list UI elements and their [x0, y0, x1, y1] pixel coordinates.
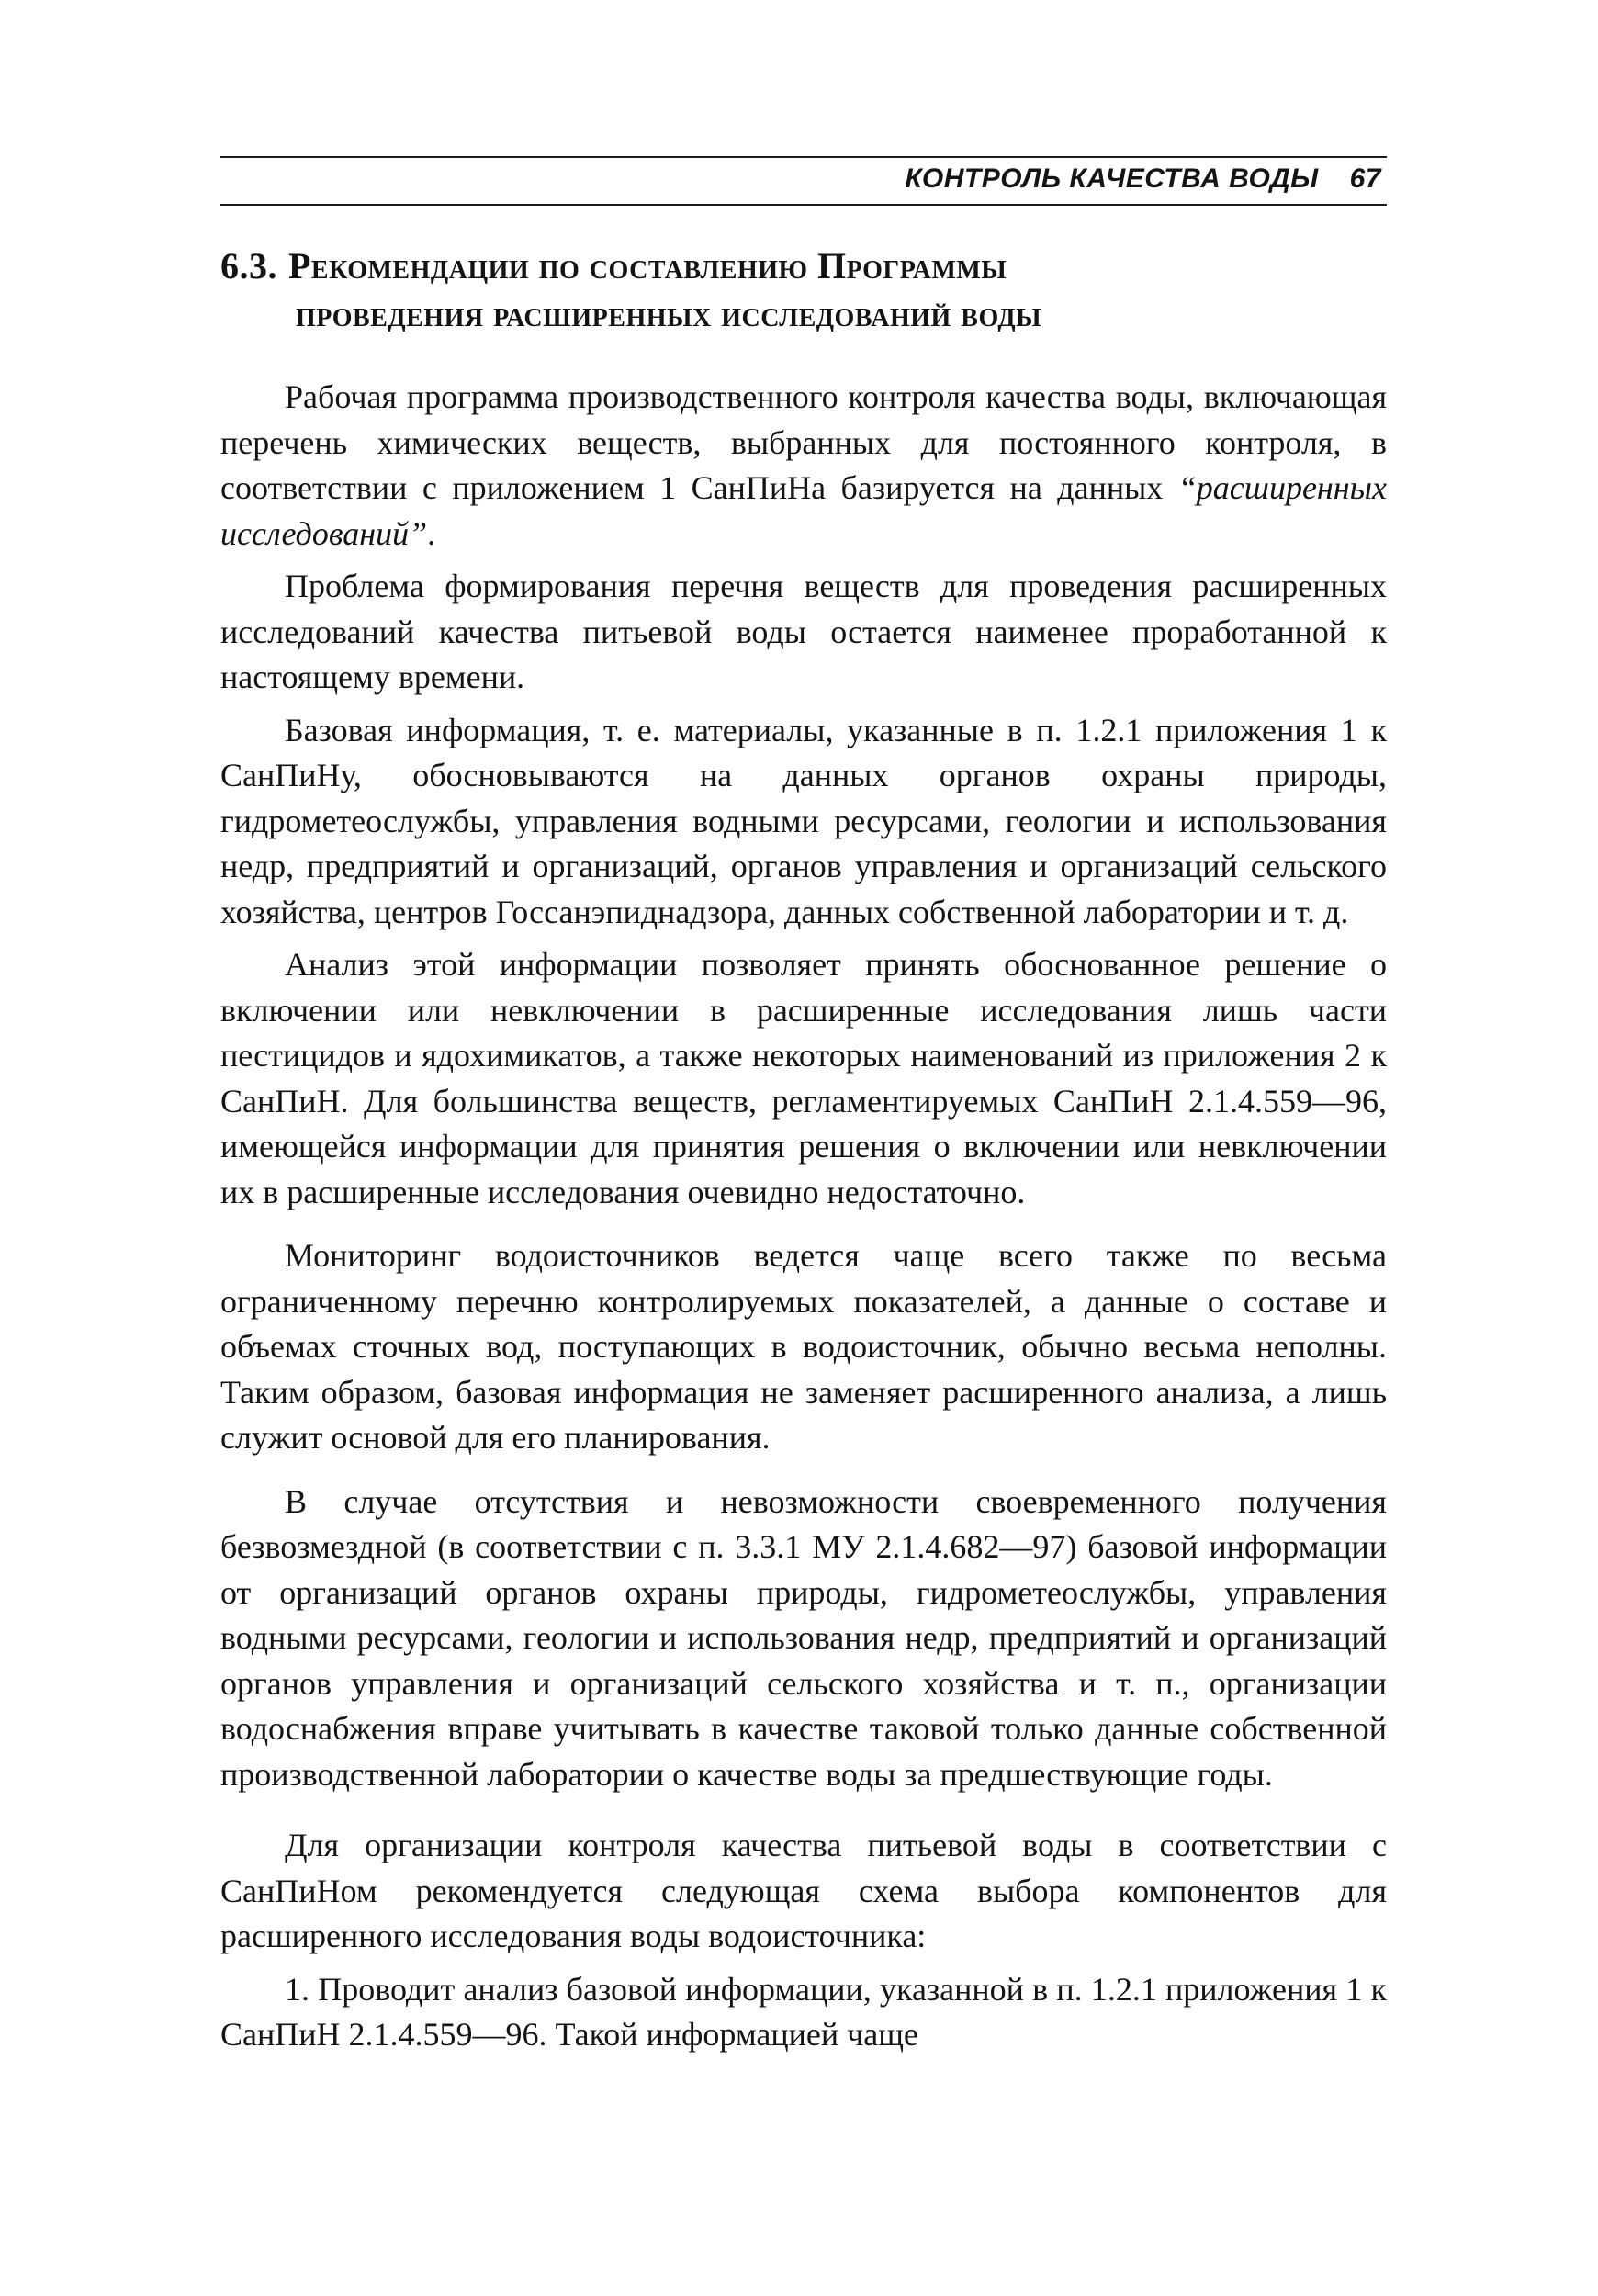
running-header	[220, 158, 1387, 204]
document-page	[220, 156, 1387, 2058]
section-title-line-2: проведения расширенных исследований воды	[296, 293, 1042, 334]
paragraph-5: Мониторинг водоисточников ведется чаще всего также по весьма ограниченному перечню контролируемых показателей, а данные о составе и объемах сточных вод, поступающих в водоисточник, обычно весьма неполны. Таким образом, базовая информация не заменяет расширенного анализа, а лишь служит основой для его планирования.	[220, 1237, 1387, 1456]
paragraph-1-quote: “расширенных исследований”	[220, 469, 1387, 552]
paragraph-6: В случае отсутствия и невозможности своевременного получения безвозмездной (в соответствии с п. 3.3.1 МУ 2.1.4.682—97) базовой информации от организаций органов охраны природы, гидрометеослужбы, управления водными ресурсами, геологии и использования недр, предприятий и организаций органов управления и организаций сельского хозяйства и т. п., организации водоснабжения вправе учитывать в качестве таковой только данные собственной производственной лаборатории о качестве воды за предшествующие годы.	[220, 1482, 1387, 1793]
paragraph-3: Базовая информация, т. е. материалы, указанные в п. 1.2.1 приложения 1 к СанПиНу, обосновываются на данных органов охраны природы, гидрометеослужбы, управления водными ресурсами, геологии и использования недр, предприятий и организаций, органов управления и организаций сельского хозяйства, центров Госсанэпиднадзора, данных собственной лаборатории и т. д.	[220, 711, 1387, 930]
paragraph-1-end: .	[427, 514, 436, 552]
section-title-text-1: Рекомендации по составлению Программы	[288, 245, 1007, 287]
paragraph-1	[220, 375, 1387, 557]
paragraph-1-text: Рабочая программа производственного контроля качества воды, включающая перечень химических веществ, выбранных для постоянного контроля, в соответствии с приложением 1 СанПиНа базируется на данных	[220, 378, 1387, 506]
page-number: 67	[1349, 163, 1381, 194]
section-number: 6.3.	[220, 245, 277, 287]
paragraph-2: Проблема формирования перечня веществ для проведения расширенных исследований качества питьевой воды остается наименее проработанной к настоящему времени.	[220, 568, 1387, 695]
header-rule	[220, 204, 1387, 206]
section-title	[220, 242, 1387, 338]
paragraph-7: Для организации контроля качества питьевой воды в соответствии с СанПиНом рекомендуется следующая схема выбора компонентов для расширенного исследования воды водоисточника:	[220, 1827, 1387, 1954]
paragraph-8: 1. Проводит анализ базовой информации, указанной в п. 1.2.1 приложения 1 к СанПиН 2.1.4.559—96. Такой информацией чаще	[220, 1970, 1387, 2053]
body-text	[220, 375, 1387, 2058]
section-title-line-1	[220, 242, 1387, 290]
paragraph-4: Анализ этой информации позволяет принять обоснованное решение о включении или невключении в расширенные исследования лишь части пестицидов и ядохимикатов, а также некоторых наименований из приложения 2 к СанПиН. Для большинства веществ, регламентируемых СанПиН 2.1.4.559—96, имеющейся информации для принятия решения о включении или невключении их в расширенные исследования очевидно недостаточно.	[220, 946, 1387, 1210]
running-title: КОНТРОЛЬ КАЧЕСТВА ВОДЫ	[905, 163, 1319, 194]
